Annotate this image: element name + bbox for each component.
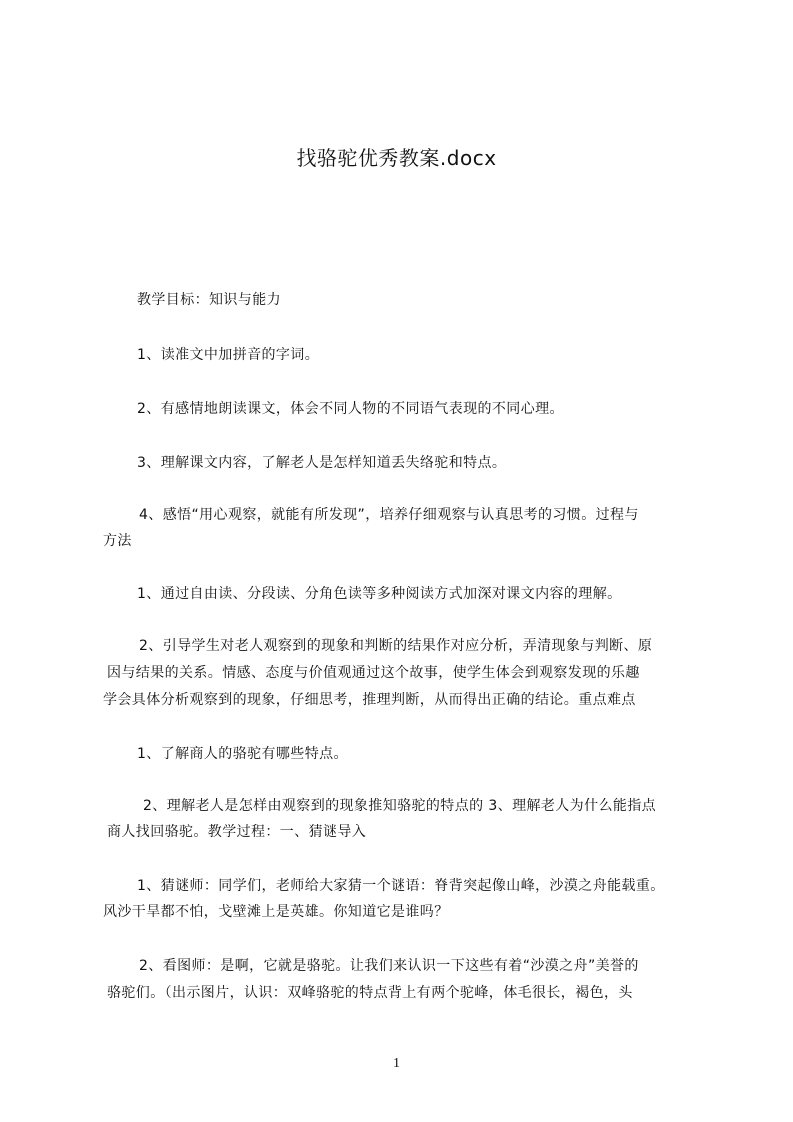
text-line: 2、看图师：是啊，它就是骆驼。让我们来认识一下这些有着“沙漠之舟”美誉的 [139, 958, 639, 974]
text-line: 2、理解老人是怎样由观察到的现象推知骆驼的特点的 3、理解老人为什么能指点 [143, 798, 657, 814]
text-line: 4、感悟“用心观察，就能有所发现”，培养仔细观察与认真思考的习惯。过程与 [139, 507, 639, 523]
text-line: 骆驼们。（出示图片，认识：双峰骆驼的特点背上有两个驼峰，体毛很长，褐色，头 [107, 985, 633, 1001]
text-line: 商人找回骆驼。教学过程：一、猜谜导入 [107, 824, 367, 840]
text-line: 风沙干旱都不怕，戈壁滩上是英雄。你知道它是谁吗？ [103, 904, 449, 920]
text-line: 1、了解商人的骆驼有哪些特点。 [137, 746, 348, 762]
text-line: 2、引导学生对老人观察到的现象和判断的结果作对应分析，弄清现象与判断、原 [139, 638, 653, 654]
text-line: 2、有感情地朗读课文，体会不同人物的不同语气表现的不同心理。 [137, 401, 564, 417]
text-line: 1、通过自由读、分段读、分角色读等多种阅读方式加深对课文内容的理解。 [137, 586, 622, 602]
text-line: 教学目标：知识与能力 [137, 292, 281, 308]
text-line: 1、猜谜师：同学们，老师给大家猜一个谜语：脊背突起像山峰，沙漠之舟能载重。 [137, 878, 665, 894]
text-line: 1、读准文中加拼音的字词。 [137, 347, 320, 363]
text-line: 因与结果的关系。情感、态度与价值观通过这个故事，使学生体会到观察发现的乐趣 [107, 665, 640, 681]
text-line: 学会具体分析观察到的现象，仔细思考，推理判断，从而得出正确的结论。重点难点 [103, 692, 636, 708]
text-line: 方法 [103, 533, 132, 549]
text-line: 3、理解课文内容，了解老人是怎样知道丢失络驼和特点。 [137, 455, 507, 471]
document-title: 找骆驼优秀教案.docx [296, 146, 497, 170]
page-number: 1 [393, 1056, 400, 1071]
